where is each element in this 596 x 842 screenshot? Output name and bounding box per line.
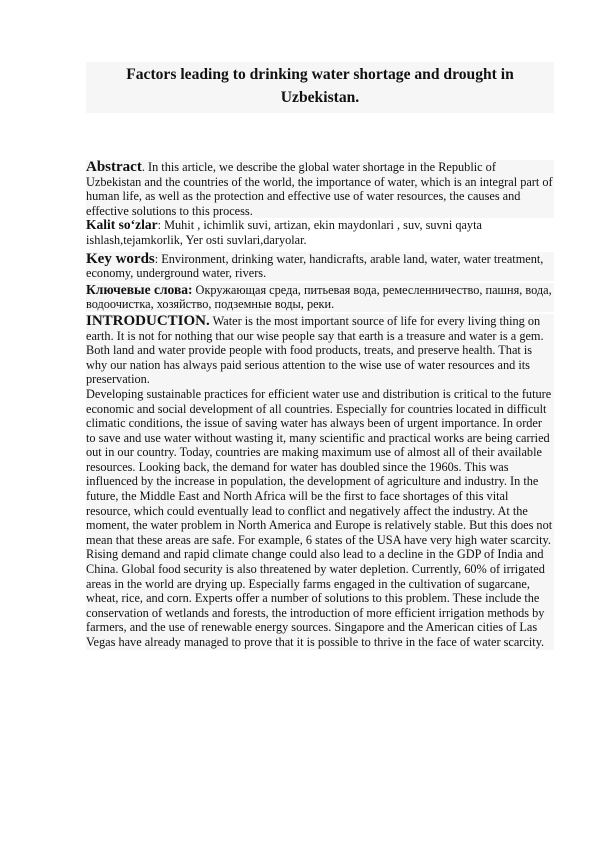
abstract-paragraph bbox=[86, 160, 554, 218]
paper-title: Factors leading to drinking water shortage and drought in Uzbekistan. bbox=[86, 62, 554, 113]
keywords-ru-label: Ключевые слова: bbox=[86, 281, 193, 297]
key-words-label: Key words bbox=[86, 250, 155, 267]
introduction-label: INTRODUCTION. bbox=[86, 312, 210, 329]
kalit-sozlar-text: : Muhit , ichimlik suvi, artizan, ekin maydonlari , suv, suvni qayta ishlash,tejamkorlik, Yer osti suvlari,daryolar. bbox=[86, 218, 482, 247]
introduction-paragraph bbox=[86, 314, 554, 387]
paper-body bbox=[86, 160, 554, 650]
key-words-text: : Environment, drinking water, handicrafts, arable land, water, water treatment, economy, underground water, rivers. bbox=[86, 251, 544, 281]
abstract-label: Abstract bbox=[86, 159, 142, 175]
kalit-sozlar-paragraph bbox=[86, 218, 554, 247]
keywords-ru-text: Окружающая среда, питьевая вода, ремесленничество, пашня, вода, водоочистка, хозяйство, подземные воды, реки. bbox=[86, 282, 552, 312]
body-paragraph: Developing sustainable practices for efficient water use and distribution is critical to the future economic and social development of all countries. Especially for countries located in difficult climatic conditions, the issue of saving water has always been of urgent importance. In order to save and use water without wasting it, many scientific and practical works are being carried out in our country. Today, countries are making maximum use of almost all of their available resources. Looking back, the demand for water has doubled since the 1960s. This was influenced by the increase in population, the development of agriculture and industry. In the future, the Middle East and North Africa will be the first to face shortages of this vital resource, which could eventually lead to conflict and negatively affect the industry. At the moment, the water problem in North America and Europe is relatively stable. But this does not mean that these areas are safe. For example, 6 states of the USA have very high water scarcity. Rising demand and rapid climate change could also lead to a decline in the GDP of India and China. Global food security is also threatened by water depletion. Currently, 60% of irrigated areas in the world are drying up. Especially farms engaged in the cultivation of sugarcane, wheat, rice, and corn. Experts offer a number of solutions to this problem. These include the conservation of wetlands and forests, the introduction of more efficient irrigation methods by farmers, and the use of renewable energy sources. Singapore and the American cities of Las Vegas have already managed to prove that it is possible to thrive in the face of water scarcity. bbox=[86, 386, 553, 649]
abstract-text: . In this article, we describe the global water shortage in the Republic of Uzbekistan and the countries of the world, the importance of water, which is an integral part of human life, as well as the protection and effective use of water resources, the causes and effective solutions to this process. bbox=[86, 160, 553, 218]
keywords-ru-paragraph bbox=[86, 283, 554, 312]
key-words-paragraph bbox=[86, 252, 554, 281]
introduction-text-1: Water is the most important source of life for every living thing on earth. It is not for nothing that our wise people say that earth is a treasure and water is a gem. Both land and water provide people with food products, treats, and preserve health. That is why our nation has always paid serious attention to the wise use of water resources and its preservation. bbox=[86, 313, 544, 387]
kalit-sozlar-label: Kalit so‘zlar bbox=[86, 217, 158, 233]
